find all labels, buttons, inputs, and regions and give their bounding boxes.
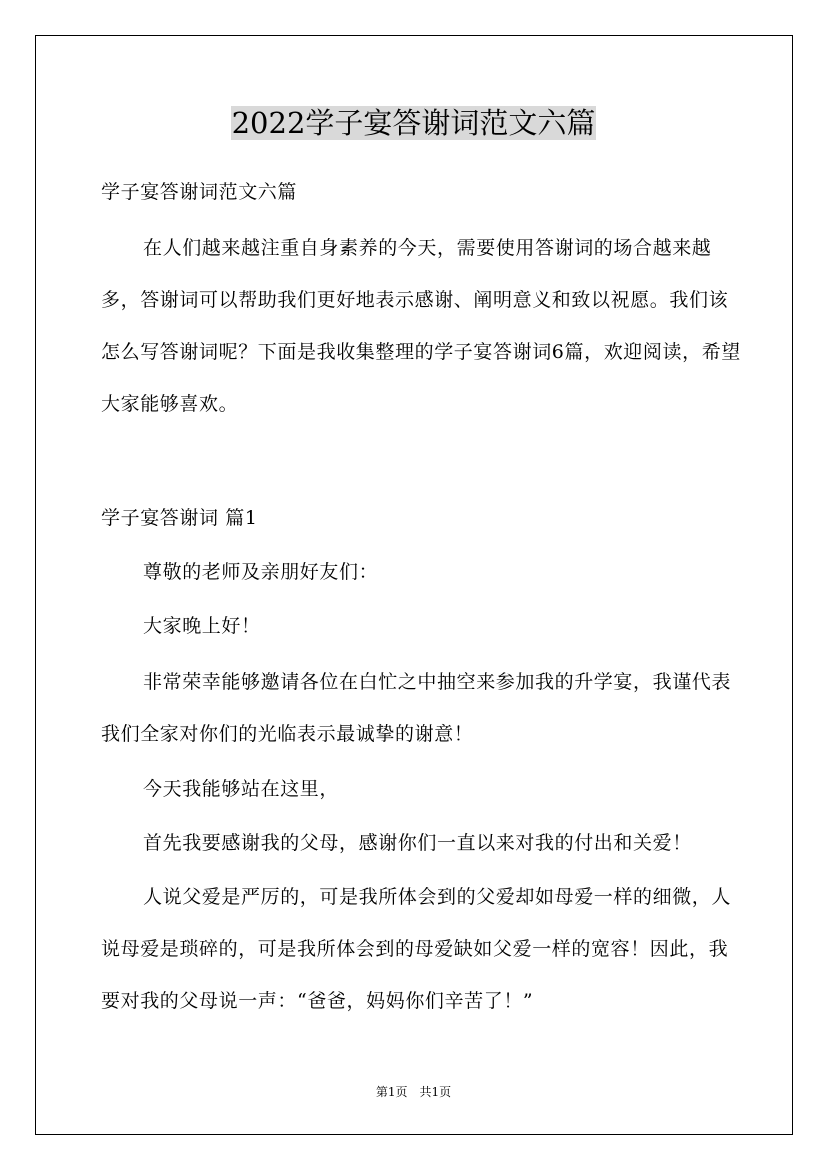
body-paragraph: 首先我要感谢我的父母，感谢你们一直以来对我的付出和关爱！ xyxy=(143,832,692,854)
subtitle: 学子宴答谢词范文六篇 xyxy=(101,181,298,203)
body-paragraph: 今天我能够站在这里， xyxy=(143,778,340,800)
intro-paragraph: 在人们越来越注重自身素养的今天，需要使用答谢词的场合越来越多，答谢词可以帮助我们更好地表示感谢、阐明意义和致以祝愿。我们该怎么写答谢词呢？下面是我收集整理的学子宴答谢词6篇，欢迎阅读，希望大家能够喜欢。 xyxy=(101,237,741,415)
body-paragraph: 人说父爱是严厉的，可是我所体会到的父爱却如母爱一样的细微，人说母爱是琐碎的，可是我所体会到的母爱缺如父爱一样的宽容！因此，我要对我的父母说一声：“爸爸，妈妈你们辛苦了！” xyxy=(101,886,732,1012)
body-paragraph: 非常荣幸能够邀请各位在白忙之中抽空来参加我的升学宴，我谨代表我们全家对你们的光临表示最诚挚的谢意！ xyxy=(101,671,732,745)
body-paragraph: 大家晚上好！ xyxy=(143,615,261,637)
document-title: 2022学子宴答谢词范文六篇 xyxy=(231,106,596,140)
section-heading: 学子宴答谢词 篇1 xyxy=(101,507,258,529)
body-paragraph: 尊敬的老师及亲朋好友们： xyxy=(143,561,379,583)
page-number-footer: 第1页 共1页 xyxy=(375,1085,452,1099)
